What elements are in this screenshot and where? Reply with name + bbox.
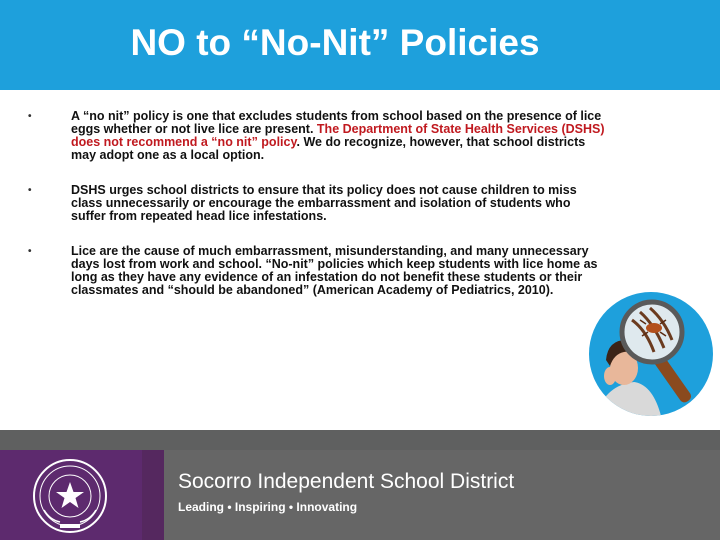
bullet-marker: • — [28, 246, 32, 257]
bullet-marker: • — [28, 185, 32, 196]
title-bar — [0, 0, 720, 90]
bullet-text: . We do recognize, however, that school districts may adopt one as a local option. — [71, 135, 586, 162]
bullet-marker: • — [28, 111, 32, 122]
bullet-item — [28, 184, 608, 223]
lice-inspection-icon — [584, 290, 720, 420]
district-seal-logo — [0, 450, 142, 540]
bullet-text: Lice are the cause of much embarrassment, misunderstanding, and many unnecessary days lost from work and school. “No-nit” policies which keep students with lice home as long as they have any evidence of an infestation do not benefit these students or their classmates and “should be abandoned” (American Academy of Pediatrics, 2010). — [71, 244, 598, 297]
accent-bar — [142, 450, 164, 540]
bullet-highlight-text: The Department of State Health Services (DSHS) does not recommend a “no nit” policy — [71, 122, 605, 149]
district-tagline: Leading • Inspiring • Innovating — [178, 500, 358, 514]
magnifying-glass-illustration — [584, 290, 720, 420]
district-name: Socorro Independent School District — [178, 470, 515, 493]
bullet-list — [28, 110, 608, 319]
district-seal-panel — [0, 450, 142, 540]
slide-title: NO to “No-Nit” Policies — [130, 22, 540, 63]
bullet-text: A “no nit” policy is one that excludes students from school based on the presence of lice eggs whether or not live lice are present. — [71, 109, 602, 136]
bullet-item — [28, 245, 608, 297]
bullet-text: DSHS urges school districts to ensure that its policy does not cause children to miss class unnecessarily or encourage the embarrassment and isolation of students who suffer from repeated head lice infestations. — [71, 183, 577, 223]
divider-strip — [0, 430, 720, 450]
footer-banner — [0, 450, 720, 540]
bullet-item — [28, 110, 608, 162]
